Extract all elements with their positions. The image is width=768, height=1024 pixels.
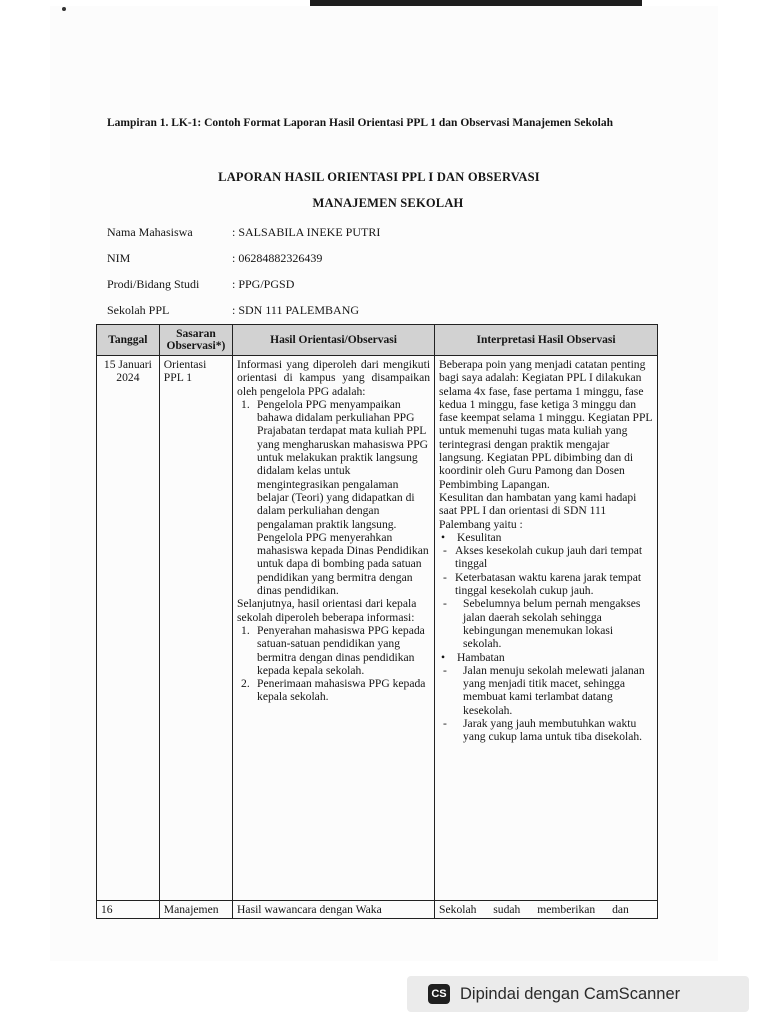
interp-difficulty: Kesulitan dan hambatan yang kami hadapi saat PPL I dan orientasi di SDN 111 Palembang yaitu : [439, 490, 637, 531]
identity-value: : SALSABILA INEKE PUTRI [232, 225, 381, 239]
dash-icon: - [443, 544, 447, 558]
cell-interpretation: Sekolah sudah memberikan dan [435, 901, 658, 919]
header-result: Hasil Orientasi/Observasi [233, 325, 435, 356]
list-item [439, 651, 653, 664]
table-header-row [97, 325, 658, 356]
identity-label: Sekolah PPL [107, 303, 170, 317]
list-item [439, 664, 653, 717]
list-item [439, 531, 653, 544]
dash-icon: - [443, 570, 447, 584]
list-item [439, 571, 653, 598]
list-item [439, 597, 653, 650]
bullet-text: Kesulitan [457, 530, 502, 544]
list-number: 1. [241, 397, 250, 411]
attachment-heading: Lampiran 1. LK-1: Contoh Format Laporan Hasil Orientasi PPL 1 dan Observasi Manajemen Sekolah [107, 117, 614, 129]
bullet-icon: • [441, 530, 446, 544]
watermark-text: Dipindai dengan CamScanner [460, 984, 681, 1003]
list-item [237, 624, 430, 677]
header-target: Sasaran Observasi*) [159, 325, 232, 356]
identity-value: : 06284882326439 [232, 251, 323, 265]
list-item [439, 717, 653, 744]
list-text: Penerimaan mahasiswa PPG kepada kepala sekolah. [257, 677, 426, 704]
report-title-line2: MANAJEMEN SEKOLAH [312, 196, 464, 210]
list-text: Penyerahan mahasiswa PPG kepada satuan-satuan pendidikan yang bermitra dengan dinas pendidikan kepada kepala sekolah. [257, 623, 425, 677]
dash-text: Jarak yang jauh membutuhkan waktu yang cukup lama untuk tiba disekolah. [463, 717, 643, 744]
result-intro: Informasi yang diperoleh dari mengikuti orientasi di kampus yang disampaikan oleh pengelola PPG adalah: [237, 358, 431, 398]
table-row [97, 901, 658, 919]
camscanner-watermark [407, 976, 749, 1012]
dash-text: Jalan menuju sekolah melewati jalanan yang menjadi titik macet, sehingga membuat kami terlambat datang kesekolah. [463, 663, 645, 717]
dash-icon: - [443, 597, 447, 611]
list-item [237, 398, 430, 597]
result-next: Selanjutnya, hasil orientasi dari kepala sekolah diperoleh beberapa informasi: [237, 597, 417, 624]
list-number: 2. [241, 677, 250, 691]
list-item [237, 677, 430, 704]
header-date: Tanggal [97, 325, 160, 356]
observation-table [96, 324, 658, 919]
list-item [439, 544, 653, 571]
scan-edge-bar [310, 0, 642, 6]
header-interpretation: Interpretasi Hasil Observasi [435, 325, 658, 356]
interp-intro: Beberapa poin yang menjadi catatan penting bagi saya adalah: Kegiatan PPL I dilakukan selama 4x fase, fase pertama 1 minggu, fase kedua 1 minggu, fase ketiga 3 minggu dan fase keempat selama 1 minggu. Kegiatan PPL untuk memenuhi tugas mata kuliah yang terintegrasi dengan praktik mengajar langsung. Kegiatan PPL dibimbing dan di koordinir oleh Guru Pamong dan Dosen Pembimbing Lapangan. [439, 358, 653, 491]
page-margin [0, 0, 50, 1024]
identity-value: : PPG/PGSD [232, 277, 295, 291]
identity-value: : SDN 111 PALEMBANG [232, 303, 360, 317]
dash-text: Keterbatasan waktu karena jarak tempat tinggal kesekolah cukup jauh. [455, 570, 642, 598]
cell-target: Orientasi PPL 1 [159, 356, 232, 901]
scan-speck [62, 7, 66, 11]
dash-icon: - [443, 717, 447, 731]
list-text: Pengelola PPG menyampaikan bahawa didalam perkuliahan PPG Prajabatan terdapat mata kuliah PPL yang mengharuskan mahasiswa PPG untuk melakukan praktik langsung didalam kelas untuk mengintegrasikan pengalaman belajar (Teori) yang didapatkan di dalam perkuliahan dengan pengalaman praktik langsung. Pengelola PPG menyerahkan mahasiswa kepada Dinas Pendidikan untuk dapa di bombing pada satuan pendidikan yang bermitra dengan dinas pendidikan. [257, 397, 429, 598]
camscanner-logo-icon: CS [428, 984, 450, 1004]
table-row [97, 356, 658, 901]
cell-interpretation [435, 356, 658, 901]
identity-label: NIM [107, 251, 131, 265]
cell-result [233, 356, 435, 901]
cell-target: Manajemen [159, 901, 232, 919]
dash-text: Akses kesekolah cukup jauh dari tempat tinggal [455, 544, 643, 571]
cell-date: 15 Januari 2024 [97, 356, 160, 901]
dash-text: Sebelumnya belum pernah mengakses jalan daerah sekolah sehingga kebingungan menemukan lokasi sekolah. [463, 597, 641, 651]
identity-label: Nama Mahasiswa [107, 225, 193, 239]
dash-icon: - [443, 663, 447, 677]
cell-date: 16 [97, 901, 160, 919]
cell-result: Hasil wawancara dengan Waka [233, 901, 435, 919]
bullet-text: Hambatan [457, 650, 505, 664]
report-title-line1: LAPORAN HASIL ORIENTASI PPL I DAN OBSERVASI [218, 170, 540, 184]
list-number: 1. [241, 623, 250, 637]
identity-label: Prodi/Bidang Studi [107, 277, 200, 291]
bullet-icon: • [441, 650, 446, 664]
